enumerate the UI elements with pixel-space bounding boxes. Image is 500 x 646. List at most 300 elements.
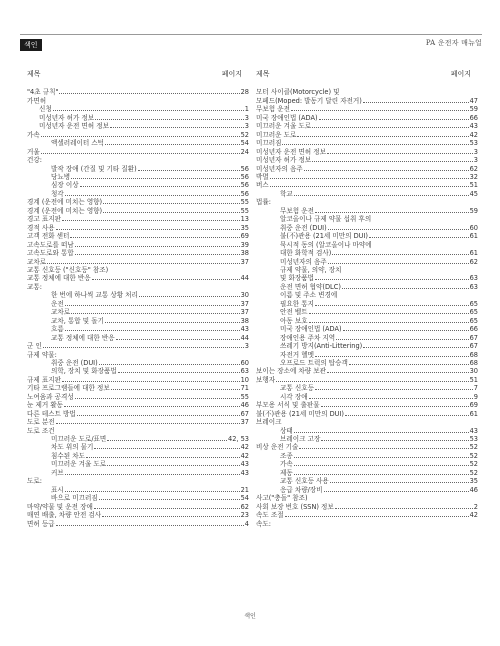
index-entry: [256, 342, 478, 350]
entry-page: 24: [240, 147, 249, 156]
entry-page: 63: [240, 367, 249, 376]
entry-text: 도로 조건: [27, 426, 55, 435]
leader-dots: [53, 105, 244, 111]
index-entry: [27, 139, 249, 147]
page-header: [0, 0, 500, 37]
leader-dots: [80, 181, 240, 187]
entry-page: 56: [240, 172, 249, 181]
index-entry: [256, 300, 478, 308]
leader-dots: [139, 291, 240, 297]
leader-dots: [71, 173, 240, 179]
entry-text: 당뇨병: [51, 172, 71, 181]
leader-dots: [56, 520, 244, 526]
entry-page: 42: [240, 451, 249, 460]
entry-text: 자전거 헬멧: [280, 350, 314, 359]
index-entry: [256, 317, 478, 325]
entry-page: 52: [240, 130, 249, 139]
entry-text: 필요한 통지: [280, 299, 314, 308]
entry-text: 미성년자 허가 정보: [39, 113, 95, 122]
leader-dots: [328, 258, 469, 264]
entry-text: 불(不)관용 (21세 미만의 DUI): [280, 232, 368, 241]
entry-text: 부모용 서식 및 출판물: [256, 401, 320, 410]
entry-text: 커브: [51, 468, 64, 477]
index-entry: [256, 173, 478, 181]
entry-text: 보행자: [256, 375, 276, 384]
index-entry: [256, 97, 478, 105]
index-entry: [256, 156, 478, 164]
entry-page: 55: [240, 392, 249, 401]
leader-dots: [103, 198, 239, 204]
leader-dots: [56, 224, 240, 230]
index-entry: [256, 249, 478, 257]
entry-text: 경적 사용: [27, 223, 55, 232]
leader-dots: [276, 376, 469, 382]
entry-page: 52: [469, 451, 478, 460]
entry-page: 63: [469, 282, 478, 291]
entry-text: 미성년자 운전 면허 정보: [39, 122, 109, 131]
leader-dots: [94, 503, 240, 509]
page-footer: 색인: [244, 613, 256, 620]
leader-dots: [138, 165, 240, 171]
entry-page: 42: [240, 443, 249, 452]
leader-dots: [65, 486, 240, 492]
leader-dots: [86, 452, 240, 458]
index-entry: [256, 207, 478, 215]
section-tab: 색인: [20, 39, 42, 51]
leader-dots: [103, 207, 239, 213]
leader-dots: [345, 410, 469, 416]
entry-text: 표시: [51, 485, 64, 494]
entry-text: 군 인: [27, 342, 42, 351]
index-entry: [27, 300, 249, 308]
index-entry: [27, 376, 249, 384]
leader-dots: [62, 215, 240, 221]
entry-text: 미성년자의 음주: [280, 257, 327, 266]
entry-text: 교통 신호등: [280, 384, 314, 393]
entry-text: 비상 운전 기술: [256, 443, 299, 452]
index-entry: [256, 198, 478, 206]
index-entry: [27, 334, 249, 342]
leader-dots: [319, 114, 469, 120]
entry-text: 미성년자 허가 정보: [256, 156, 312, 165]
entry-text: 다른 테스트 방법: [27, 409, 76, 418]
entry-page: 47: [469, 96, 478, 105]
entry-page: 4: [244, 519, 249, 528]
index-entry: [256, 190, 478, 198]
index-entry: [256, 334, 478, 342]
index-entry: [27, 97, 249, 105]
entry-page: 60: [469, 223, 478, 232]
entry-page: 45: [469, 189, 478, 198]
entry-text: 미끄러운 겨울 도로: [51, 460, 107, 469]
entry-page: 71: [240, 384, 249, 393]
entry-page: 67: [469, 333, 478, 342]
leader-dots: [343, 325, 469, 331]
index-entry: [27, 443, 249, 451]
leader-dots: [363, 342, 468, 348]
entry-text: 브레이크: [256, 418, 282, 427]
leader-dots: [47, 258, 240, 264]
entry-page: 65: [469, 299, 478, 308]
entry-text: 보이는 장소에 차량 보관: [256, 367, 326, 376]
index-entry: [256, 165, 478, 173]
leader-dots: [75, 249, 240, 255]
entry-page: 56: [240, 164, 249, 173]
entry-text: 고속도로와 통합: [27, 249, 74, 258]
index-entry: [27, 308, 249, 316]
entry-page: 51: [469, 181, 478, 190]
index-entry: [256, 232, 478, 240]
index-entry: [256, 88, 478, 96]
leader-dots: [309, 393, 473, 399]
index-entry: [256, 452, 478, 460]
index-entry: [27, 477, 249, 485]
entry-text: 발작 장애 (간질 및 기타 질환): [51, 164, 137, 173]
index-entry: [27, 241, 249, 249]
index-entry: [256, 393, 478, 401]
leader-dots: [315, 351, 469, 357]
entry-text: 교통 신호등 ("신호등" 참조): [27, 265, 109, 274]
entry-page: 52: [469, 468, 478, 477]
entry-page: 3: [473, 147, 478, 156]
entry-page: 62: [469, 257, 478, 266]
leader-dots: [70, 232, 239, 238]
leader-dots: [309, 317, 469, 323]
leader-dots: [309, 308, 469, 314]
entry-text: 교통 정체에 대한 반응: [51, 333, 115, 342]
leader-dots: [336, 334, 468, 340]
index-entry: [27, 181, 249, 189]
leader-dots: [99, 494, 240, 500]
entry-page: 3: [244, 342, 249, 351]
entry-page: 68: [469, 350, 478, 359]
entry-page: 55: [240, 198, 249, 207]
leader-dots: [77, 410, 240, 416]
entry-page: 44: [240, 333, 249, 342]
leader-dots: [65, 469, 240, 475]
index-entry: [27, 384, 249, 392]
subject-heading: 제목: [27, 70, 41, 78]
entry-page: 59: [469, 206, 478, 215]
entry-text: 심장 이상: [51, 181, 79, 190]
entry-text: 속도 조절: [256, 511, 284, 520]
entry-text: 경계 (운전에 미치는 영향): [27, 206, 103, 215]
entry-text: 미성년자의 음주: [256, 164, 303, 173]
entry-text: 미끄러운 도로: [256, 130, 297, 139]
leader-dots: [65, 190, 240, 196]
entry-text: 규제 약물:: [27, 350, 57, 359]
entry-text: 운전: [51, 299, 64, 308]
entry-page: 61: [469, 409, 478, 418]
entry-page: 7: [473, 384, 478, 393]
entry-text: 규제 표지판: [27, 375, 61, 384]
entry-text: 교차로: [27, 257, 47, 266]
index-entry: [256, 308, 478, 316]
entry-page: 30: [240, 291, 249, 300]
index-entry: [27, 418, 249, 426]
entry-text: 알코올이나 규제 약물 섭취 후의: [280, 215, 372, 224]
index-entry: [256, 266, 478, 274]
entry-text: 및 화장품법: [280, 274, 314, 283]
entry-text: 오프로드 트럭의 탑승객: [280, 358, 348, 367]
page-heading: 페이지: [450, 70, 471, 78]
entry-text: 마약/약물 및 운전 장애: [27, 502, 93, 511]
leader-dots: [294, 452, 469, 458]
index-entry: [256, 427, 478, 435]
index-entry: [256, 410, 478, 418]
entry-page: 43: [469, 426, 478, 435]
entry-page: 53: [469, 435, 478, 444]
index-entry: [27, 503, 249, 511]
index-entry: [256, 131, 478, 139]
entry-page: 59: [469, 105, 478, 114]
index-entry: [27, 486, 249, 494]
entry-text: 시각 장애: [280, 392, 308, 401]
entry-text: "4초 규칙": [27, 88, 59, 97]
index-entry: [256, 359, 478, 367]
leader-dots: [102, 511, 239, 517]
entry-page: 37: [240, 308, 249, 317]
entry-text: 면허 등급: [27, 519, 55, 528]
entry-text: 교통 정체에 대한 반응: [27, 274, 91, 283]
index-column-right: [256, 70, 478, 528]
entry-text: 장애인용 주차 지역: [280, 333, 336, 342]
index-entry: [256, 283, 478, 291]
leader-dots: [297, 131, 468, 137]
entry-page: 54: [240, 139, 249, 148]
entry-page: 2: [473, 502, 478, 511]
entry-page: 43: [240, 460, 249, 469]
leader-dots: [294, 460, 469, 466]
index-entry: [27, 511, 249, 519]
index-entry: [256, 122, 478, 130]
index-entry: [27, 215, 249, 223]
entry-page: 69: [240, 232, 249, 241]
leader-dots: [41, 131, 240, 137]
index-entry: [27, 460, 249, 468]
entry-text: 미끄러짐: [256, 139, 282, 148]
entry-text: 교차로: [51, 308, 71, 317]
index-entry: [27, 258, 249, 266]
entry-text: 대한 화학적 검사): [280, 249, 332, 258]
entry-text: 교통:: [27, 282, 42, 291]
entry-page: 3: [473, 156, 478, 165]
entry-page: 46: [240, 401, 249, 410]
leader-dots: [105, 317, 240, 323]
entry-text: 미국 장애인법 (ADA): [280, 325, 342, 334]
entry-text: 안전 벨트: [280, 308, 308, 317]
entry-page: 3: [244, 113, 249, 122]
index-entry: [27, 283, 249, 291]
index-entry: [27, 173, 249, 181]
leader-dots: [363, 97, 469, 103]
leader-dots: [315, 207, 469, 213]
leader-dots: [43, 342, 244, 348]
leader-dots: [294, 469, 469, 475]
index-entry: [27, 351, 249, 359]
index-entry: [256, 443, 478, 451]
entry-page: 3: [244, 122, 249, 131]
entry-page: 43: [469, 122, 478, 131]
leader-dots: [270, 181, 469, 187]
entry-page: 30: [469, 367, 478, 376]
index-entry: [27, 88, 249, 96]
entry-text: 액셀러레이터 스턱: [51, 139, 105, 148]
leader-dots: [327, 148, 473, 154]
index-entry: [256, 258, 478, 266]
index-entry: [256, 351, 478, 359]
entry-text: 교차, 통합 및 돌기: [51, 316, 104, 325]
entry-page: 52: [469, 460, 478, 469]
entry-text: 상태: [280, 426, 293, 435]
index-entry: [27, 156, 249, 164]
entry-text: 사고("충돌" 참조): [256, 494, 308, 503]
entry-page: 10: [240, 375, 249, 384]
entry-page: 13: [240, 215, 249, 224]
index-entry: [256, 105, 478, 113]
entry-page: 23: [240, 511, 249, 520]
entry-text: 미끄러운 도로/표면: [51, 435, 107, 444]
entry-page: 44: [240, 274, 249, 283]
index-entry: [256, 435, 478, 443]
leader-dots: [94, 443, 239, 449]
leader-dots: [330, 477, 469, 483]
index-entry: [256, 148, 478, 156]
entry-text: 규제 약물, 의약, 장치: [280, 265, 342, 274]
leader-dots: [75, 241, 240, 247]
index-entry: [256, 477, 478, 485]
leader-dots: [111, 384, 240, 390]
leader-dots: [95, 114, 244, 120]
index-entry: [256, 418, 478, 426]
entry-text: 무보험 운전: [256, 105, 290, 114]
index-entry: [256, 114, 478, 122]
leader-dots: [59, 88, 239, 94]
entry-page: 68: [469, 358, 478, 367]
entry-page: 43: [240, 325, 249, 334]
leader-dots: [64, 401, 240, 407]
leader-dots: [312, 156, 473, 162]
leader-dots: [270, 173, 469, 179]
index-entry: [256, 241, 478, 249]
entry-text: 브레이크 고장: [280, 435, 321, 444]
index-entry: [27, 452, 249, 460]
index-entry: [256, 139, 478, 147]
index-entry: [27, 198, 249, 206]
leader-dots: [116, 334, 240, 340]
subject-heading: 제목: [256, 70, 270, 78]
entry-page: 32: [469, 172, 478, 181]
entry-text: 가속: [280, 460, 293, 469]
index-entry: [27, 148, 249, 156]
entry-text: 차도 위의 물기: [51, 443, 94, 452]
index-entry: [27, 520, 249, 528]
header-rule: [20, 34, 482, 35]
leader-dots: [107, 435, 227, 441]
leader-dots: [65, 300, 240, 306]
entry-text: 건강:: [27, 156, 42, 165]
entry-page: 37: [240, 299, 249, 308]
entry-text: 고속도로를 떠남: [27, 240, 74, 249]
leader-dots: [65, 325, 240, 331]
index-entry: [27, 105, 249, 113]
index-column-left: [27, 70, 249, 528]
entry-page: 67: [240, 409, 249, 418]
entry-text: 흐름: [51, 325, 64, 334]
entry-page: 42: [469, 511, 478, 520]
index-entry: [27, 207, 249, 215]
index-entry: [27, 427, 249, 435]
index-entry: [256, 384, 478, 392]
entry-page: 37: [240, 257, 249, 266]
entry-text: 경계 (운전에 미치는 영향): [27, 198, 103, 207]
entry-text: 불(不)관용 (21세 미만의 DUI): [256, 409, 344, 418]
entry-page: 65: [469, 316, 478, 325]
leader-dots: [321, 401, 469, 407]
entry-text: 도로 분전: [27, 418, 55, 427]
leader-dots: [369, 232, 469, 238]
entry-text: 미성년자 운전 면허 정보: [256, 147, 326, 156]
index-entry: [256, 367, 478, 375]
leader-dots: [349, 359, 469, 365]
entry-text: 속도:: [256, 519, 271, 528]
index-entry: [27, 131, 249, 139]
index-entry: [27, 393, 249, 401]
entry-text: 학교: [280, 189, 293, 198]
entry-page: 56: [240, 181, 249, 190]
entry-text: 눈 제거 활동: [27, 401, 64, 410]
index-entry: [27, 317, 249, 325]
entry-page: 53: [469, 139, 478, 148]
leader-dots: [335, 503, 473, 509]
leader-dots: [294, 190, 469, 196]
leader-dots: [99, 359, 240, 365]
leader-dots: [118, 367, 240, 373]
leader-dots: [282, 139, 468, 145]
page-heading: 페이지: [221, 70, 242, 78]
entry-text: 거울: [27, 147, 40, 156]
leader-dots: [324, 486, 469, 492]
entry-page: 65: [469, 308, 478, 317]
entry-page: 62: [240, 502, 249, 511]
index-entry: [27, 266, 249, 274]
leader-dots: [342, 283, 469, 289]
entry-page: 21: [240, 485, 249, 494]
index-entry: [256, 511, 478, 519]
entry-page: 42, 53: [228, 435, 249, 444]
entry-page: 46: [469, 485, 478, 494]
entry-text: 취중 운전 (DUI): [280, 223, 327, 232]
leader-dots: [92, 274, 240, 280]
entry-page: 55: [240, 206, 249, 215]
index-entry: [27, 291, 249, 299]
entry-page: 67: [469, 342, 478, 351]
entry-page: 66: [469, 113, 478, 122]
entry-page: 54: [240, 494, 249, 503]
index-entry: [27, 122, 249, 130]
leader-dots: [294, 427, 469, 433]
index-entry: [27, 325, 249, 333]
entry-text: 미국 장애인법 (ADA): [256, 113, 318, 122]
entry-text: 노여움과 공격성: [27, 392, 74, 401]
entry-text: 운전 면허 협약(DLC): [280, 282, 341, 291]
entry-page: 38: [240, 249, 249, 258]
entry-text: 가면허: [27, 96, 47, 105]
entry-text: 묵시적 동의 (알코올이나 마약에: [280, 240, 372, 249]
index-entry: [256, 325, 478, 333]
index-entry: [27, 401, 249, 409]
index-entry: [256, 486, 478, 494]
